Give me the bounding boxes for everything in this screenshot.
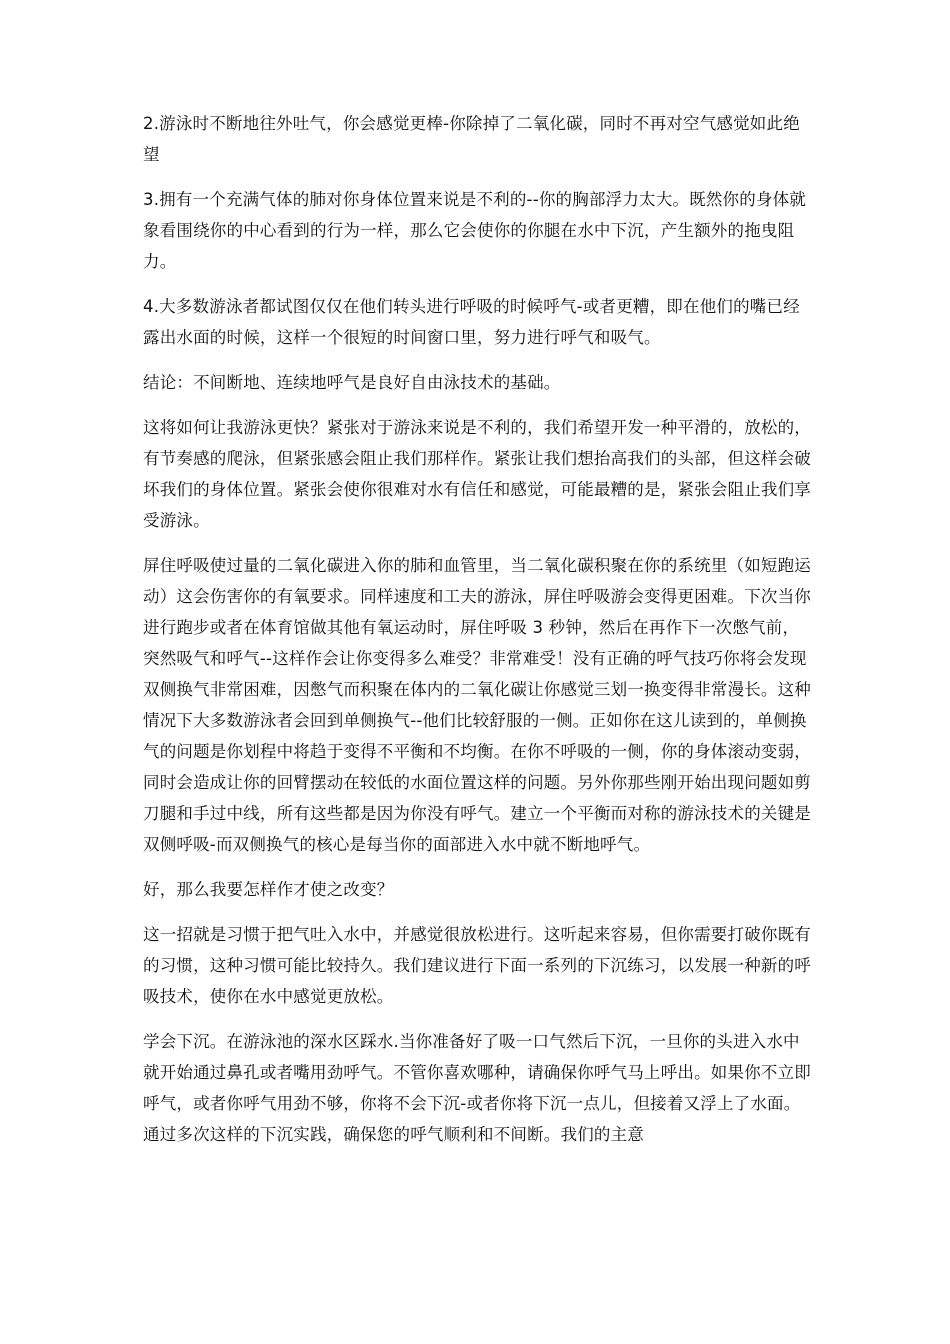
paragraph-conclusion: 结论：不间断地、连续地呼气是良好自由泳技术的基础。 bbox=[143, 373, 561, 392]
document-body bbox=[143, 108, 811, 1164]
paragraph-breath-holding: 屏住呼吸使过量的二氧化碳进入你的肺和血管里，当二氧化碳积聚在你的系统里（如短跑运动）这会伤害你的有氧要求。同样速度和工夫的游泳，屏住呼吸游会变得更困难。下次当你进行跑步或者在体育馆做其他有氧运动时，屏住呼吸 3 秒钟，然后在再作下一次憋气前，突然吸气和呼气--这样作会让你变得多么难受？非常难受！没有正确的呼气技巧你将会发现双侧换气非常困难，因憋气而积聚在体内的二氧化碳让你感觉三划一换变得非常漫长。这种情况下大多数游泳者会回到单侧换气--他们比较舒服的一侧。正如你在这儿读到的，单侧换气的问题是你划程中将趋于变得不平衡和不均衡。在你不呼吸的一侧，你的身体滚动变弱，同时会造成让你的回臂摆动在较低的水面位置这样的问题。另外你那些刚开始出现问题如剪刀腿和手过中线，所有这些都是因为你没有呼气。建立一个平衡而对称的游泳技术的关键是双侧呼吸-而双侧换气的核心是每当你的面部进入水中就不断地呼气。 bbox=[143, 556, 811, 854]
paragraph-tension: 这将如何让我游泳更快？紧张对于游泳来说是不利的，我们希望开发一种平滑的，放松的，有节奏感的爬泳，但紧张感会阻止我们那样作。紧张让我们想抬高我们的头部，但这样会破坏我们的身体位置。紧张会使你很难对水有信任和感觉，可能最糟的是，紧张会阻止我们享受游泳。 bbox=[143, 418, 811, 530]
paragraph-point-2: 2.游泳时不断地往外吐气，你会感觉更棒-你除掉了二氧化碳，同时不再对空气感觉如此绝望 bbox=[143, 114, 800, 164]
paragraph-question: 好，那么我要怎样作才使之改变？ bbox=[143, 880, 394, 899]
paragraph-habit: 这一招就是习惯于把气吐入水中，并感觉很放松进行。这听起来容易，但你需要打破你既有的习惯，这种习惯可能比较持久。我们建议进行下面一系列的下沉练习，以发展一种新的呼吸技术，使你在水中感觉更放松。 bbox=[143, 925, 811, 1006]
paragraph-sinking-drill: 学会下沉。在游泳池的深水区踩水.当你准备好了吸一口气然后下沉，一旦你的头进入水中就开始通过鼻孔或者嘴用劲呼气。不管你喜欢哪种，请确保你呼气马上呼出。如果你不立即呼气，或者你呼气用劲不够，你将不会下沉-或者你将下沉一点儿，但接着又浮上了水面。通过多次这样的下沉实践，确保您的呼气顺利和不间断。我们的主意 bbox=[143, 1032, 811, 1144]
paragraph-point-3: 3.拥有一个充满气体的肺对你身体位置来说是不利的--你的胸部浮力太大。既然你的身体就象看围绕你的中心看到的行为一样，那么它会使你的你腿在水中下沉，产生额外的拖曳阻力。 bbox=[143, 190, 807, 271]
paragraph-point-4: 4.大多数游泳者都试图仅仅在他们转头进行呼吸的时候呼气-或者更糟，即在他们的嘴已经露出水面的时候，这样一个很短的时间窗口里，努力进行呼气和吸气。 bbox=[143, 297, 800, 347]
